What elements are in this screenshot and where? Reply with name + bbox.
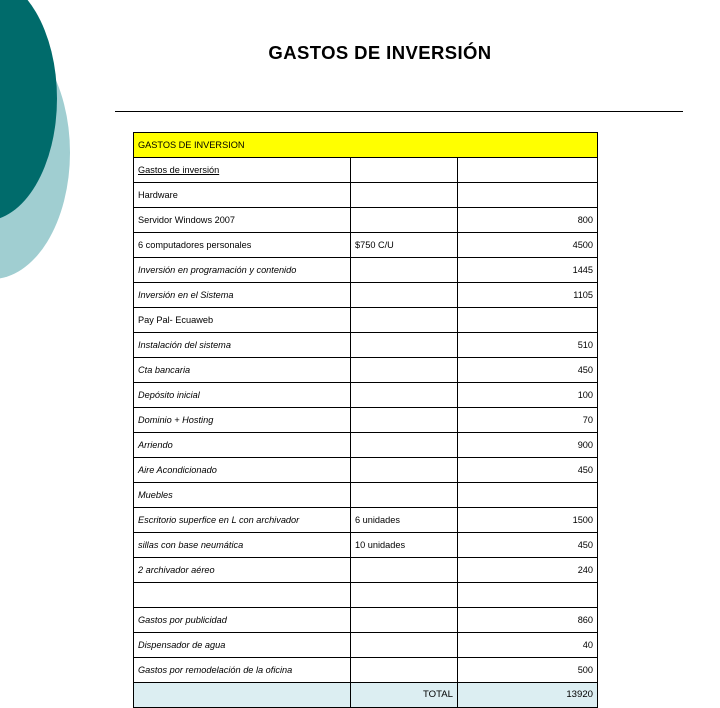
cell-note: 6 unidades: [351, 508, 458, 533]
cell-note: 10 unidades: [351, 533, 458, 558]
cell-amount: 1500: [458, 508, 598, 533]
cell-note: [351, 658, 458, 683]
table-row: [134, 183, 598, 208]
table-row: [134, 258, 598, 283]
cell-amount: 70: [458, 408, 598, 433]
cell-amount: 100: [458, 383, 598, 408]
table-row: [134, 583, 598, 608]
cell-description: Dispensador de agua: [134, 633, 351, 658]
table-row: [134, 333, 598, 358]
table-row: [134, 483, 598, 508]
cell-note: [351, 633, 458, 658]
cell-description: Aire Acondicionado: [134, 458, 351, 483]
cell-note: [351, 283, 458, 308]
cell-description: Arriendo: [134, 433, 351, 458]
cell-amount: 500: [458, 658, 598, 683]
cell-amount: 40: [458, 633, 598, 658]
investment-expenses-table: [133, 132, 598, 708]
cell-description: Inversión en el Sistema: [134, 283, 351, 308]
cell-amount: 4500: [458, 233, 598, 258]
table-row: [134, 633, 598, 658]
table-row: [134, 283, 598, 308]
cell-note: [351, 383, 458, 408]
cell-description: Hardware: [134, 183, 351, 208]
cell-amount: 450: [458, 358, 598, 383]
cell-description: Gastos de inversión: [134, 158, 351, 183]
total-amount: 13920: [458, 683, 598, 708]
cell-amount: [458, 583, 598, 608]
cell-note: [351, 583, 458, 608]
cell-description: Muebles: [134, 483, 351, 508]
cell-amount: 450: [458, 458, 598, 483]
cell-note: [351, 358, 458, 383]
cell-note: [351, 208, 458, 233]
table-total-row: [134, 683, 598, 708]
cell-note: [351, 558, 458, 583]
cell-description: Depósito inicial: [134, 383, 351, 408]
cell-description: 2 archivador aéreo: [134, 558, 351, 583]
slide-title: GASTOS DE INVERSIÓN: [268, 42, 492, 63]
cell-amount: 800: [458, 208, 598, 233]
table-row: [134, 508, 598, 533]
cell-description: Inversión en programación y contenido: [134, 258, 351, 283]
cell-description: Servidor Windows 2007: [134, 208, 351, 233]
cell-note: [351, 258, 458, 283]
cell-description: [134, 583, 351, 608]
cell-description: sillas con base neumática: [134, 533, 351, 558]
table-row: [134, 658, 598, 683]
table-row: [134, 608, 598, 633]
cell-amount: [458, 308, 598, 333]
cell-description: Gastos por publicidad: [134, 608, 351, 633]
cell-amount: [458, 158, 598, 183]
cell-note: [351, 158, 458, 183]
cell-amount: 510: [458, 333, 598, 358]
table-row: [134, 358, 598, 383]
table-row: [134, 383, 598, 408]
cell-amount: 240: [458, 558, 598, 583]
cell-note: [351, 183, 458, 208]
cell-description: Cta bancaria: [134, 358, 351, 383]
title-divider-rule: [115, 111, 683, 112]
cell-note: [351, 483, 458, 508]
cell-description: Dominio + Hosting: [134, 408, 351, 433]
cell-description: Instalación del sistema: [134, 333, 351, 358]
cell-note: [351, 433, 458, 458]
table-row: [134, 233, 598, 258]
table-row: [134, 408, 598, 433]
total-label: TOTAL: [351, 683, 458, 708]
table-row: [134, 458, 598, 483]
cell-amount: [458, 183, 598, 208]
table-row: [134, 433, 598, 458]
table-row: [134, 208, 598, 233]
cell-description: Gastos por remodelación de la oficina: [134, 658, 351, 683]
cell-description: Pay Pal- Ecuaweb: [134, 308, 351, 333]
table-banner-label: GASTOS DE INVERSION: [134, 133, 598, 158]
table-row: [134, 308, 598, 333]
table-row: [134, 558, 598, 583]
cell-note: [351, 408, 458, 433]
cell-note: [351, 308, 458, 333]
cell-amount: [458, 483, 598, 508]
cell-amount: 450: [458, 533, 598, 558]
table-banner-row: [134, 133, 598, 158]
table-row: [134, 158, 598, 183]
cell-note: [351, 608, 458, 633]
cell-description: Escritorio superfice en L con archivador: [134, 508, 351, 533]
cell-amount: 860: [458, 608, 598, 633]
cell-total-spacer: [134, 683, 351, 708]
cell-note: $750 C/U: [351, 233, 458, 258]
cell-note: [351, 458, 458, 483]
cell-amount: 1105: [458, 283, 598, 308]
cell-amount: 900: [458, 433, 598, 458]
cell-amount: 1445: [458, 258, 598, 283]
cell-description: 6 computadores personales: [134, 233, 351, 258]
table-row: [134, 533, 598, 558]
table-body: [134, 133, 598, 708]
cell-note: [351, 333, 458, 358]
